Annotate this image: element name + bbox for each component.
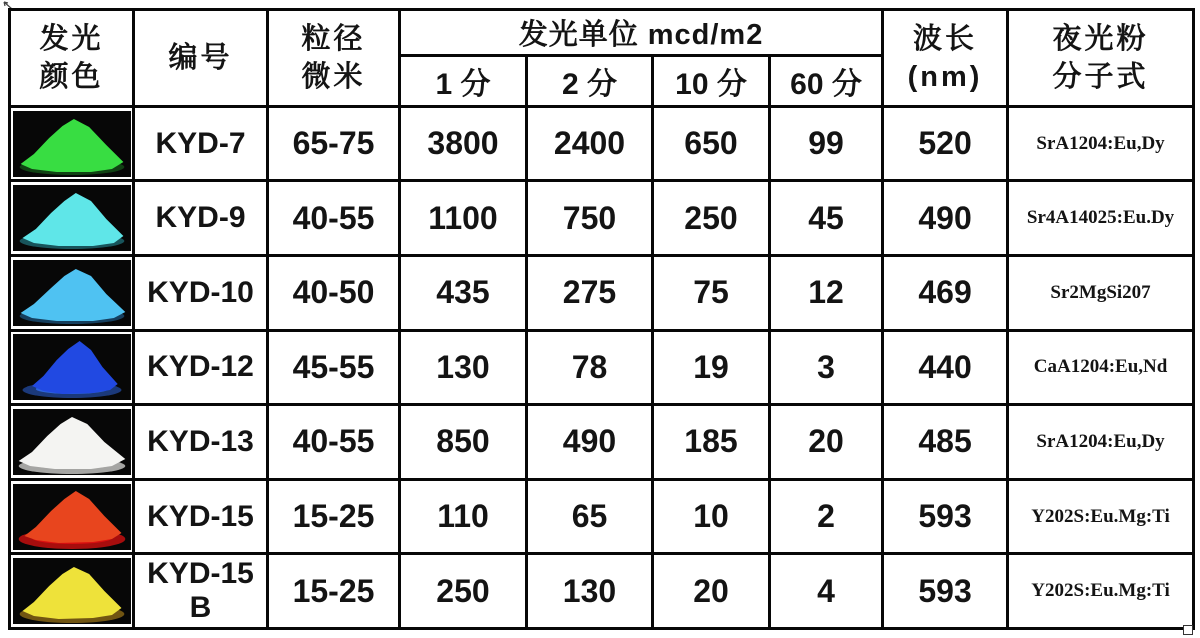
cell-60min: 45 — [770, 181, 883, 256]
powder-photo — [13, 484, 131, 550]
header-10min: 10 分 — [653, 56, 770, 106]
color-swatch-cell — [10, 554, 134, 629]
header-wavelength-line1: 波长 — [913, 22, 978, 55]
header-formula-line1: 夜光粉 — [1052, 22, 1149, 55]
cell-1min: 435 — [400, 255, 527, 330]
table-row — [10, 255, 1194, 330]
table-row — [10, 330, 1194, 405]
cell-1min: 130 — [400, 330, 527, 405]
cell-2min: 750 — [527, 181, 653, 256]
color-swatch-cell — [10, 330, 134, 405]
powder-photo — [13, 409, 131, 475]
cell-formula: Y202S:Eu.Mg:Ti — [1008, 479, 1194, 554]
header-luminous-color — [10, 10, 134, 107]
cell-size: 40-50 — [268, 255, 400, 330]
cell-formula: Sr4A14025:Eu.Dy — [1008, 181, 1194, 256]
cell-1min: 1100 — [400, 181, 527, 256]
cell-2min: 78 — [527, 330, 653, 405]
cell-1min: 250 — [400, 554, 527, 629]
cell-formula: CaA1204:Eu,Nd — [1008, 330, 1194, 405]
table-row — [10, 405, 1194, 480]
cell-1min: 850 — [400, 405, 527, 480]
powder-photo — [13, 111, 131, 177]
header-particle-size-line1: 粒径 — [301, 22, 366, 55]
cell-10min: 75 — [653, 255, 770, 330]
cell-wavelength: 520 — [883, 106, 1008, 181]
cell-60min: 99 — [770, 106, 883, 181]
cell-size: 40-55 — [268, 181, 400, 256]
cell-2min: 490 — [527, 405, 653, 480]
header-particle-size-line2: 微米 — [301, 60, 366, 93]
header-formula — [1008, 10, 1194, 107]
cell-1min: 3800 — [400, 106, 527, 181]
cell-formula: Y202S:Eu.Mg:Ti — [1008, 554, 1194, 629]
header-2min: 2 分 — [527, 56, 653, 106]
cell-formula: SrA1204:Eu,Dy — [1008, 405, 1194, 480]
header-luminous-color-line1: 发光 — [39, 22, 104, 55]
color-swatch-cell — [10, 479, 134, 554]
cell-60min: 12 — [770, 255, 883, 330]
cell-60min: 3 — [770, 330, 883, 405]
header-60min: 60 分 — [770, 56, 883, 106]
cell-formula: Sr2MgSi207 — [1008, 255, 1194, 330]
table-row — [10, 181, 1194, 256]
powder-photo — [13, 260, 131, 326]
header-1min: 1 分 — [400, 56, 527, 106]
cell-wavelength: 593 — [883, 479, 1008, 554]
cell-id: KYD-10 — [134, 255, 268, 330]
header-particle-size — [268, 10, 400, 107]
color-swatch-cell — [10, 106, 134, 181]
cell-10min: 10 — [653, 479, 770, 554]
cell-10min: 250 — [653, 181, 770, 256]
cell-wavelength: 485 — [883, 405, 1008, 480]
cell-2min: 2400 — [527, 106, 653, 181]
corner-square-artifact — [1183, 625, 1193, 635]
cell-id: KYD-9 — [134, 181, 268, 256]
table-row — [10, 479, 1194, 554]
header-luminance-unit-group: 发光单位 mcd/m2 — [400, 10, 883, 56]
luminous-powder-spec-table — [8, 8, 1195, 630]
color-swatch-cell — [10, 255, 134, 330]
header-formula-line2: 分子式 — [1052, 60, 1149, 93]
cell-size: 45-55 — [268, 330, 400, 405]
cell-size: 15-25 — [268, 479, 400, 554]
cell-id: KYD-12 — [134, 330, 268, 405]
cell-2min: 65 — [527, 479, 653, 554]
header-luminous-color-line2: 颜色 — [39, 60, 104, 93]
powder-photo — [13, 185, 131, 251]
cell-formula: SrA1204:Eu,Dy — [1008, 106, 1194, 181]
cell-1min: 110 — [400, 479, 527, 554]
cell-60min: 2 — [770, 479, 883, 554]
cell-10min: 19 — [653, 330, 770, 405]
cell-size: 40-55 — [268, 405, 400, 480]
powder-photo — [13, 558, 131, 624]
cell-id: KYD-7 — [134, 106, 268, 181]
cell-wavelength: 469 — [883, 255, 1008, 330]
cell-size: 15-25 — [268, 554, 400, 629]
cell-2min: 130 — [527, 554, 653, 629]
cell-10min: 185 — [653, 405, 770, 480]
table-row — [10, 106, 1194, 181]
cell-10min: 20 — [653, 554, 770, 629]
powder-photo — [13, 334, 131, 400]
cell-10min: 650 — [653, 106, 770, 181]
table-row — [10, 554, 1194, 629]
cell-60min: 20 — [770, 405, 883, 480]
cell-2min: 275 — [527, 255, 653, 330]
cell-wavelength: 593 — [883, 554, 1008, 629]
color-swatch-cell — [10, 405, 134, 480]
color-swatch-cell — [10, 181, 134, 256]
header-wavelength — [883, 10, 1008, 107]
cell-id: KYD-15 B — [134, 554, 268, 629]
header-id: 编号 — [134, 10, 268, 107]
cell-id: KYD-13 — [134, 405, 268, 480]
cell-60min: 4 — [770, 554, 883, 629]
cell-size: 65-75 — [268, 106, 400, 181]
cell-wavelength: 490 — [883, 181, 1008, 256]
header-wavelength-line2: (nm) — [907, 60, 983, 93]
cell-wavelength: 440 — [883, 330, 1008, 405]
cell-id: KYD-15 — [134, 479, 268, 554]
